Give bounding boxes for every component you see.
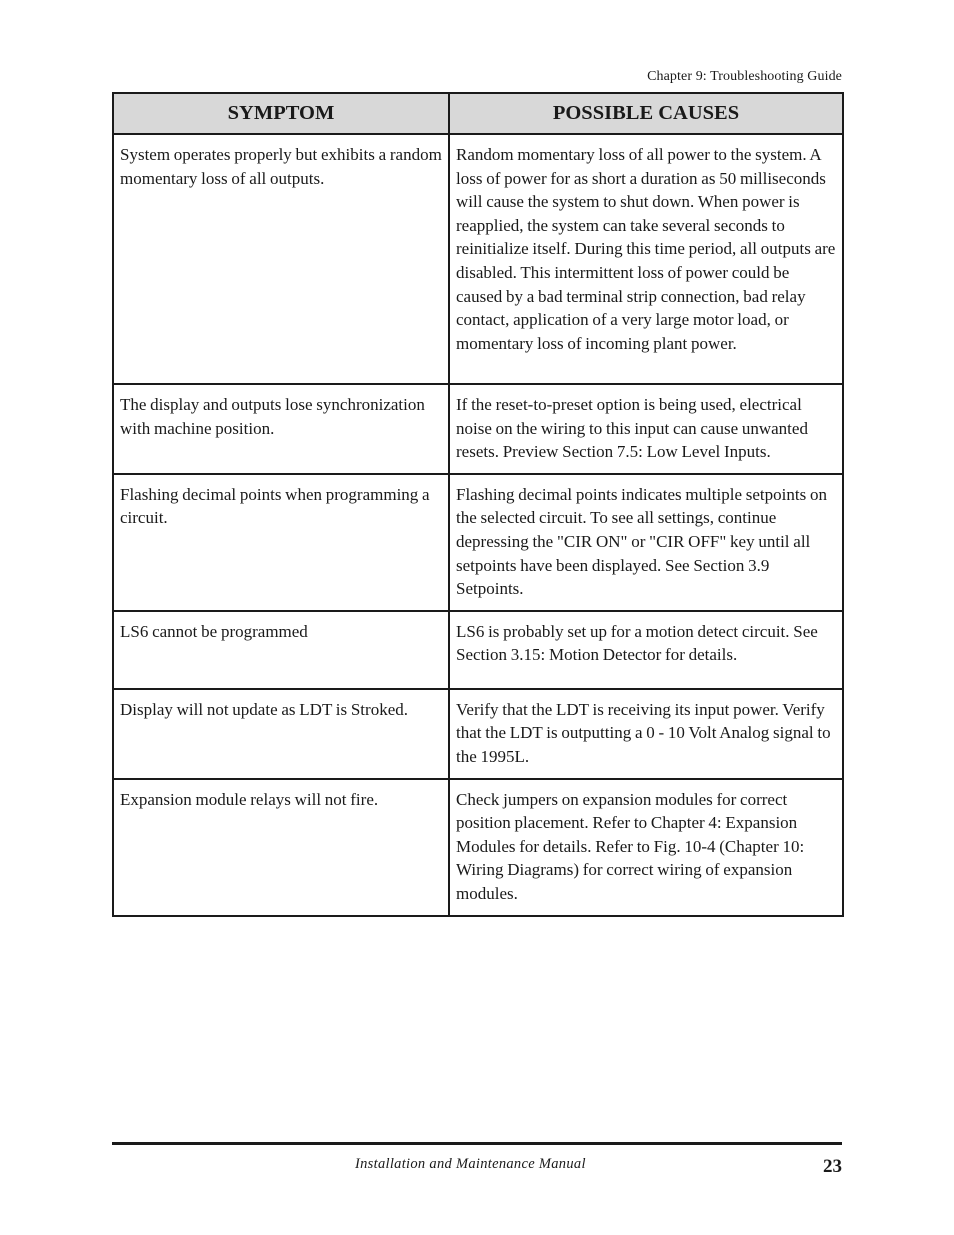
table-row <box>113 689 843 779</box>
symptom-cell: Expansion module relays will not fire. <box>113 779 449 916</box>
running-head: Chapter 9: Troubleshooting Guide <box>647 69 842 84</box>
table-row <box>113 474 843 611</box>
cause-cell: LS6 is probably set up for a motion detect circuit. See Section 3.15: Motion Detector for details. <box>449 611 843 689</box>
page-number: 23 <box>823 1156 842 1177</box>
symptom-cell: Flashing decimal points when programming a circuit. <box>113 474 449 611</box>
symptom-cell: Display will not update as LDT is Stroked. <box>113 689 449 779</box>
symptom-cell: The display and outputs lose synchronization with machine position. <box>113 384 449 474</box>
cause-cell: Random momentary loss of all power to the system. A loss of power for as short a duration as 50 milliseconds will cause the system to shut down. When power is reapplied, the system can take several seconds to reinitialize itself. During this time period, all outputs are disabled. This intermittent loss of power could be caused by a bad terminal strip connection, bad relay contact, application of a very large motor load, or momentary loss of incoming plant power. <box>449 134 843 384</box>
table-row <box>113 134 843 384</box>
footer-divider <box>112 1142 842 1145</box>
table-row <box>113 611 843 689</box>
symptom-cell: System operates properly but exhibits a random momentary loss of all outputs. <box>113 134 449 384</box>
possible-causes-column-header: POSSIBLE CAUSES <box>449 93 843 134</box>
cause-cell: Verify that the LDT is receiving its input power. Verify that the LDT is outputting a 0 - 10 Volt Analog signal to the 1995L. <box>449 689 843 779</box>
table-row <box>113 779 843 916</box>
footer-manual-title: Installation and Maintenance Manual <box>355 1156 586 1172</box>
cause-cell: Flashing decimal points indicates multiple setpoints on the selected circuit. To see all settings, continue depressing the "CIR ON" or "CIR OFF" key until all setpoints have been displayed. See Section 3.9 Setpoints. <box>449 474 843 611</box>
table-row <box>113 384 843 474</box>
cause-cell: Check jumpers on expansion modules for correct position placement. Refer to Chapter 4: Expansion Modules for details. Refer to Fig. 10-4 (Chapter 10: Wiring Diagrams) for correct wiring of expansion modules. <box>449 779 843 916</box>
table-header-row <box>113 93 843 134</box>
symptom-column-header: SYMPTOM <box>113 93 449 134</box>
troubleshooting-table <box>112 92 844 917</box>
symptom-cell: LS6 cannot be programmed <box>113 611 449 689</box>
cause-cell: If the reset-to-preset option is being used, electrical noise on the wiring to this input can cause unwanted resets. Preview Section 7.5: Low Level Inputs. <box>449 384 843 474</box>
